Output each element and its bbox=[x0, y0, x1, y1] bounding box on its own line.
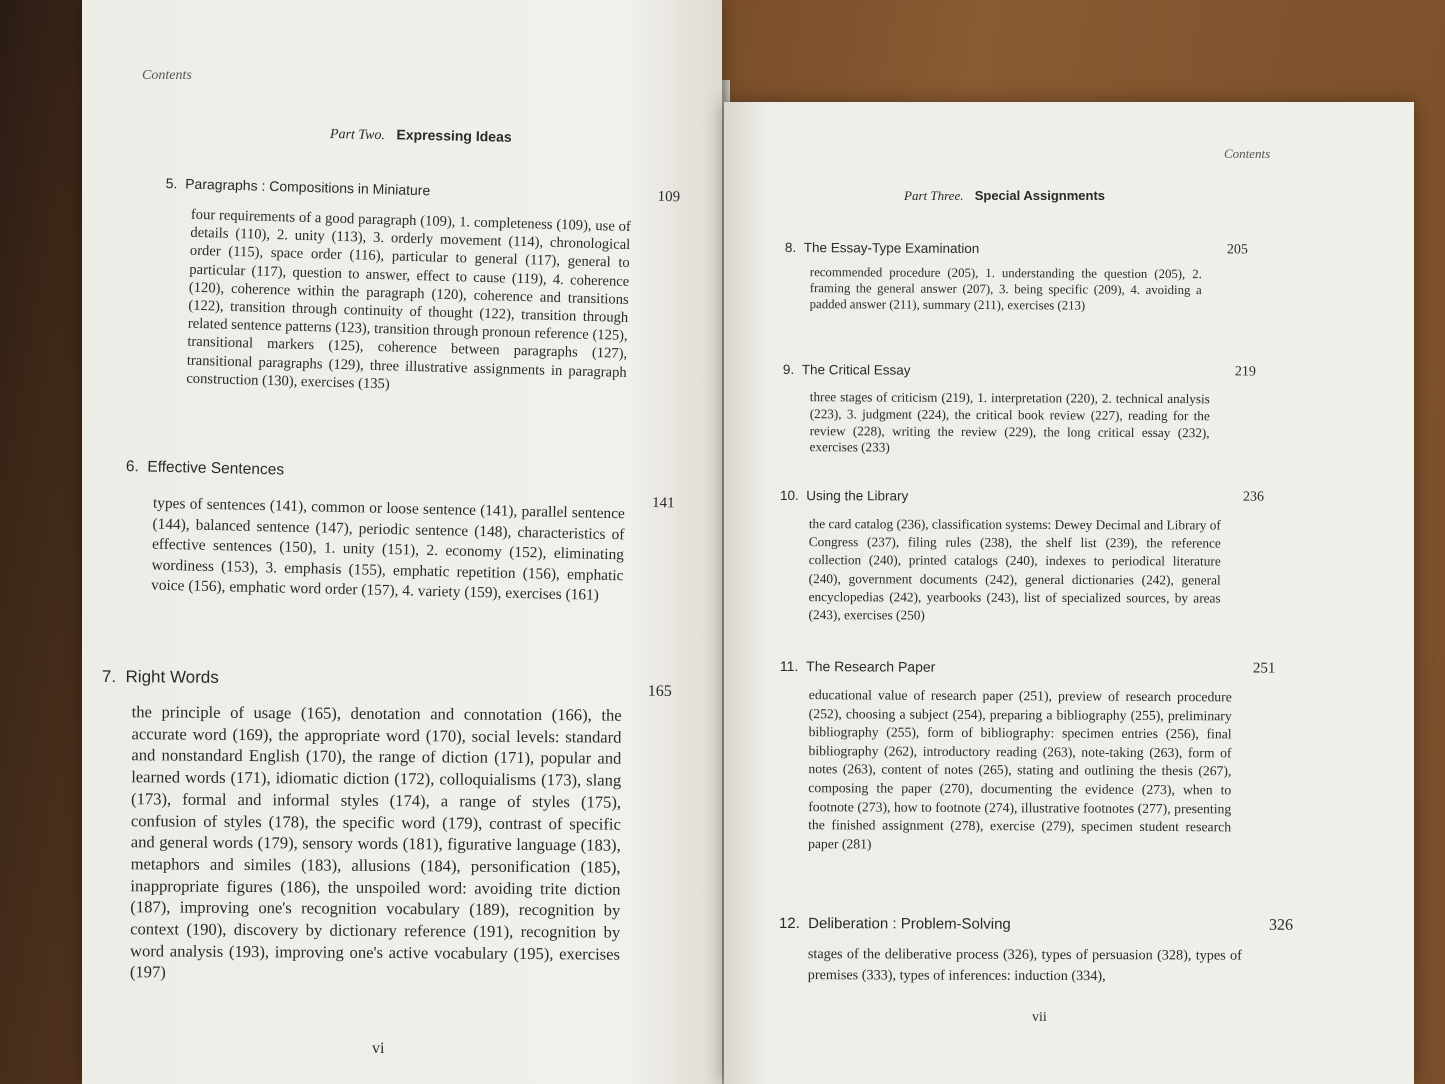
chapter-title: Right Words bbox=[125, 667, 219, 687]
chapter-page-number: 236 bbox=[1242, 489, 1264, 505]
part-number: Part Three. bbox=[904, 188, 964, 203]
chapter-number: 8. bbox=[784, 240, 797, 256]
part-heading bbox=[330, 125, 512, 147]
chapter-entry bbox=[779, 658, 1276, 856]
chapter-page-number: 141 bbox=[651, 494, 675, 512]
chapter-page-number: 326 bbox=[1268, 916, 1293, 934]
chapter-title: Using the Library bbox=[806, 488, 909, 504]
chapter-page-number: 109 bbox=[657, 188, 681, 206]
chapter-heading bbox=[780, 488, 1260, 505]
chapter-topics: the principle of usage (165), denotation and connotation (166), the accurate word (169), the appropriate word (170), social levels: standard and nonstandard English (170), the range of diction (171), popular and learned words (171), idiomatic diction (172), colloquialisms (173), slang (173), formal and informal styles (174), a range of styles (175), confusion of styles (178), the specific word (179), contrast of specific and general words (179), sensory words (181), figurative language (183), metaphors and similes (183), allusions (184), personification (185), inappropriate figures (186), the unspoiled word: avoiding trite diction (187), improving one's recognition vocabulary (189), recognition by context (190), discovery by dictionary reference (191), recognition by word analysis (193), improving one's active vocabulary (195), exercises (197) bbox=[129, 702, 622, 982]
chapter-entry bbox=[782, 362, 1256, 459]
chapter-heading bbox=[780, 658, 1270, 677]
part-heading bbox=[904, 188, 1105, 204]
chapter-number: 7. bbox=[101, 667, 117, 687]
part-number: Part Two. bbox=[329, 127, 386, 144]
chapter-title: The Essay-Type Examination bbox=[803, 240, 980, 257]
part-title: Special Assignments bbox=[974, 188, 1106, 203]
chapter-entry bbox=[784, 240, 1248, 315]
running-head: Contents bbox=[142, 68, 192, 83]
running-head: Contents bbox=[1224, 146, 1271, 161]
chapter-page-number: 205 bbox=[1226, 242, 1248, 258]
chapter-topics: educational value of research paper (251), preview of research procedure (252), choosing a subject (254), preparing a bibliography (255), preliminary bibliography (255), form of bibliography: specimen entries (256), final bibliography (262), introductory reading (263), note-taking (263), form of notes (263), content of notes (265), stating and outlining the thesis (267), composing the paper (270), documenting the evidence (273), when to footnote (273), how to footnote (274), illustrative footnotes (277), presenting the finished assignment (278), exercise (279), specimen student research paper (281) bbox=[807, 687, 1232, 852]
chapter-number: 10. bbox=[779, 488, 799, 504]
page-folio: vii bbox=[1032, 1010, 1047, 1025]
chapter-topics: recommended procedure (205), 1. understanding the question (205), 2. framing the general answer (207), 3. being specific (209), 4. avoiding a padded answer (211), summary (211), exercises (213) bbox=[809, 265, 1202, 313]
chapter-title: Effective Sentences bbox=[147, 458, 285, 479]
chapter-number: 6. bbox=[125, 458, 139, 476]
chapter-number: 5. bbox=[165, 175, 178, 192]
chapter-page-number: 165 bbox=[647, 682, 672, 700]
chapter-page-number: 251 bbox=[1252, 660, 1276, 677]
chapter-entry bbox=[160, 175, 681, 400]
chapter-title: The Research Paper bbox=[806, 658, 936, 675]
chapter-topics: types of sentences (141), common or loose sentence (141), parallel sentence (144), balanced sentence (147), periodic sentence (148), characteristics of effective sentences (150), 1. unity (151), 2. economy (152), eliminating wordiness (153), 3. emphasis (155), emphatic repetition (156), emphatic voice (156), emphatic word order (157), 4. variety (159), exercises (161) bbox=[150, 494, 626, 605]
chapter-number: 11. bbox=[779, 658, 799, 675]
chapter-title: Paragraphs : Compositions in Miniature bbox=[185, 175, 431, 199]
chapter-heading bbox=[783, 362, 1243, 379]
chapter-topics: three stages of criticism (219), 1. interpretation (220), 2. technical analysis (223), 3. judgment (224), the critical book review (227), reading for the review (228), writing the review (229), the long critical essay (232), exercises (233) bbox=[809, 389, 1210, 455]
chapter-title: The Critical Essay bbox=[801, 362, 911, 378]
page-folio: vi bbox=[372, 1040, 385, 1057]
chapter-entry bbox=[123, 458, 675, 607]
chapter-heading bbox=[102, 667, 622, 691]
chapter-page-number: 219 bbox=[1234, 364, 1256, 380]
chapter-topics: four requirements of a good paragraph (109), 1. completeness (109), use of details (110), 2. unity (113), 3. orderly movement (114), chronological order (115), space order (116), particular to general (117), general to particular (117), question to answer, effect to cause (119), 4. coherence (120), coherence within the paragraph (120), coherence and transitions (122), transition through continuity of thought (122), transition through related sentence patterns (123), transition through pronoun reference (125), transitional markers (125), coherence between paragraphs (127), transitional paragraphs (129), three illustrative assignments in paragraph construction (130), exercises (135) bbox=[186, 206, 631, 393]
left-page bbox=[82, 0, 722, 1084]
chapter-heading bbox=[166, 175, 632, 204]
chapter-topics: the card catalog (236), classification systems: Dewey Decimal and Library of Congress (237), filing rules (238), the shelf list (239), the reference collection (240), printed catalogs (240), indexes to periodical literature (240), government documents (242), general dictionaries (242), general encyclopedias (242), yearbooks (243), list of specialized sources, by areas (243), exercises (250) bbox=[808, 516, 1221, 623]
chapter-title: Deliberation : Problem-Solving bbox=[808, 915, 1011, 933]
right-page bbox=[724, 102, 1414, 1084]
part-title: Expressing Ideas bbox=[396, 126, 512, 145]
chapter-entry bbox=[100, 667, 672, 987]
chapter-entry bbox=[779, 915, 1299, 988]
chapter-entry bbox=[779, 488, 1264, 626]
chapter-topics: stages of the deliberative process (326), types of persuasion (328), types of premises (333), types of inferences: induction (334), bbox=[807, 946, 1242, 985]
chapter-heading bbox=[779, 915, 1299, 934]
chapter-number: 9. bbox=[782, 362, 795, 378]
chapter-number: 12. bbox=[778, 915, 800, 933]
chapter-heading bbox=[126, 458, 626, 487]
chapter-heading bbox=[785, 240, 1225, 257]
